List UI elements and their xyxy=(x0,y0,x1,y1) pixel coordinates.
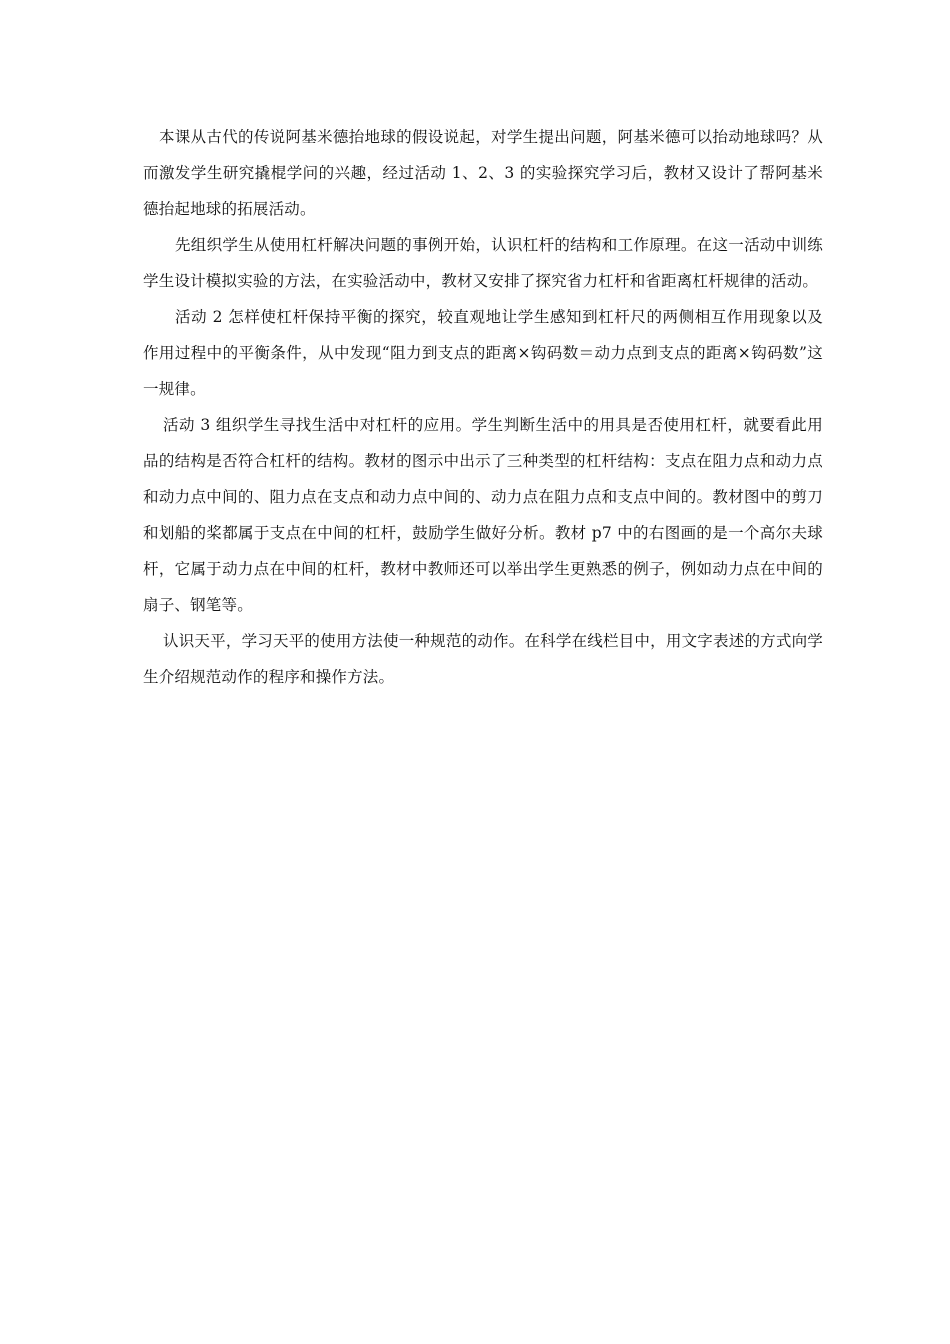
paragraph-lever-structure: 先组织学生从使用杠杆解决问题的事例开始，认识杠杆的结构和工作原理。在这一活动中训练学生设计模拟实验的方法，在实验活动中，教材又安排了探究省力杠杆和省距离杠杆规律的活动。 xyxy=(143,236,823,290)
paragraph-intro: 本课从古代的传说阿基米德抬地球的假设说起，对学生提出问题，阿基米德可以抬动地球吗？从而激发学生研究撬棍学问的兴趣，经过活动 1、2、3 的实验探究学习后，教材又设计了帮阿基米德抬起地球的拓展活动。 xyxy=(143,128,823,218)
document-body xyxy=(143,119,823,695)
paragraph-activity-3: 活动 3 组织学生寻找生活中对杠杆的应用。学生判断生活中的用具是否使用杠杆，就要看此用品的结构是否符合杠杆的结构。教材的图示中出示了三种类型的杠杆结构：支点在阻力点和动力点和动力点中间的、阻力点在支点和动力点中间的、动力点在阻力点和支点中间的。教材图中的剪刀和划船的桨都属于支点在中间的杠杆，鼓励学生做好分析。教材 p7 中的右图画的是一个高尔夫球杆，它属于动力点在中间的杠杆，教材中教师还可以举出学生更熟悉的例子，例如动力点在中间的扇子、钢笔等。 xyxy=(143,416,823,614)
paragraph-balance: 认识天平，学习天平的使用方法使一种规范的动作。在科学在线栏目中，用文字表述的方式向学生介绍规范动作的程序和操作方法。 xyxy=(143,632,823,686)
paragraph-activity-2: 活动 2 怎样使杠杆保持平衡的探究，较直观地让学生感知到杠杆尺的两侧相互作用现象以及作用过程中的平衡条件，从中发现“阻力到支点的距离×钩码数＝动力点到支点的距离×钩码数”这一规律。 xyxy=(143,308,823,398)
